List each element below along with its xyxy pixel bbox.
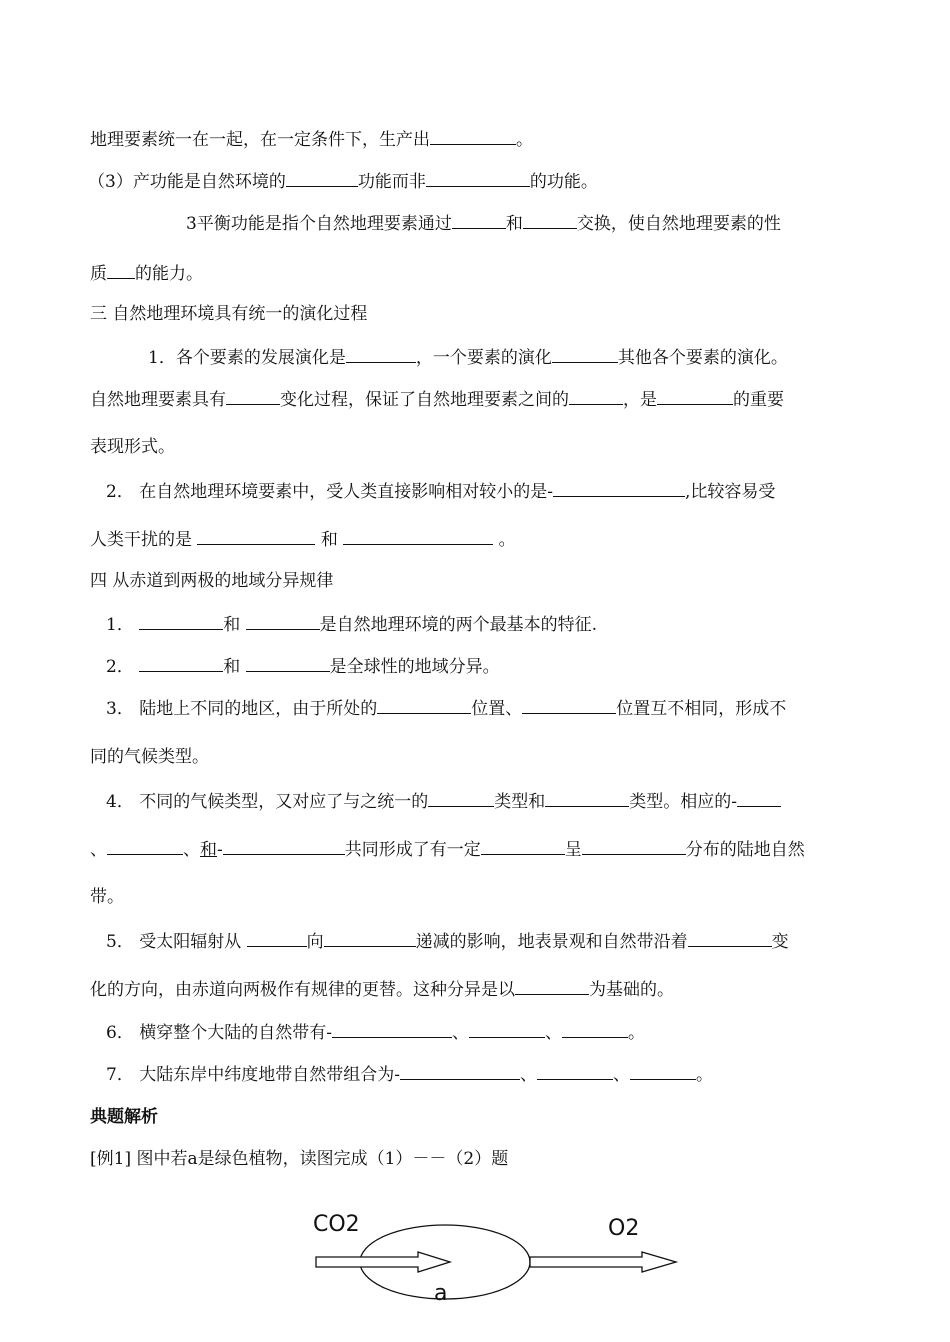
arrow-in-icon xyxy=(316,1252,450,1272)
text: 三 自然地理环境具有统一的演化过程 xyxy=(90,304,368,324)
text: [例1] 图中若a是绿色植物，读图完成（1）－－（2）题 xyxy=(90,1149,509,1169)
text: ，一个要素的演化 xyxy=(415,348,552,368)
plant-a-label: a xyxy=(434,1281,448,1306)
text: 和 xyxy=(200,840,217,860)
arrow-out-icon xyxy=(530,1252,676,1272)
text: 的能力。 xyxy=(135,264,203,284)
text: 呈 xyxy=(564,840,582,860)
text: 向 xyxy=(306,932,324,952)
text: 、 xyxy=(612,1065,630,1085)
text: 、 xyxy=(451,1023,469,1043)
text: 5． 受太阳辐射从 xyxy=(106,932,242,952)
text: 同的气候类型。 xyxy=(90,747,209,767)
text: 递减的影响，地表景观和自然带沿着 xyxy=(415,932,688,952)
text: 3平衡功能是指个自然地理要素通过 xyxy=(186,214,452,234)
text: 变化过程，保证了自然地理要素之间的 xyxy=(280,390,569,410)
text: 自然地理要素具有 xyxy=(90,390,226,410)
text: 、 xyxy=(90,840,107,860)
text: 类型。相应的- xyxy=(629,792,737,812)
text: 为基础的。 xyxy=(589,980,674,1000)
text: 1．各个要素的发展演化是 xyxy=(148,348,346,368)
text: 。 xyxy=(627,1023,645,1043)
o2-label: O2 xyxy=(608,1216,640,1241)
text: 位置互不相同，形成不 xyxy=(616,699,787,719)
text: 是全球性的地域分异。 xyxy=(329,657,500,677)
text: 3． 陆地上不同的地区，由于所处的 xyxy=(106,699,378,719)
text: 和 xyxy=(223,615,241,635)
text: 2． xyxy=(106,657,134,677)
text: 表现形式。 xyxy=(90,437,175,457)
text: - xyxy=(217,840,223,860)
text: 和 xyxy=(320,530,338,550)
text: 其他各个要素的演化。 xyxy=(617,348,788,368)
text: 。 xyxy=(695,1065,713,1085)
text: 1． xyxy=(106,615,134,635)
text: 共同形成了有一定 xyxy=(344,840,481,860)
text: 交换，使自然地理要素的性 xyxy=(576,214,781,234)
text: 是自然地理环境的两个最基本的特征. xyxy=(319,615,598,635)
text: 典题解析 xyxy=(90,1107,158,1127)
text: 的重要 xyxy=(733,390,784,410)
text: 、 xyxy=(183,840,200,860)
text: 分布的陆地自然 xyxy=(685,840,805,860)
text: 功能而非 xyxy=(357,172,426,192)
text: 7． 大陆东岸中纬度地带自然带组合为- xyxy=(106,1065,400,1085)
text: 地理要素统一在一起，在一定条件下，生产出 xyxy=(90,130,430,150)
text: 4． 不同的气候类型，又对应了与之统一的 xyxy=(106,792,429,812)
text: 四 从赤道到两极的地域分异规律 xyxy=(90,571,334,591)
text: 2． 在自然地理环境要素中，受人类直接影响相对较小的是- xyxy=(106,482,553,502)
text: 位置、 xyxy=(471,699,523,719)
text: 化的方向，由赤道向两极作有规律的更替。这种分异是以 xyxy=(90,980,515,1000)
text: 、 xyxy=(544,1023,562,1043)
text: 的功能。 xyxy=(529,172,598,192)
text: 类型和 xyxy=(494,792,546,812)
text: 。 xyxy=(516,130,533,150)
text: 、 xyxy=(519,1065,537,1085)
co2-label: CO2 xyxy=(313,1212,360,1237)
text: 。 xyxy=(498,530,516,550)
text: （3）产功能是自然环境的 xyxy=(88,172,286,192)
text: 变 xyxy=(771,932,789,952)
text: 和 xyxy=(505,214,523,234)
text: ,比较容易受 xyxy=(684,482,776,502)
text: 6． 横穿整个大陆的自然带有- xyxy=(106,1023,332,1043)
text: 带。 xyxy=(90,887,124,907)
text: ，是 xyxy=(623,390,657,410)
text: 人类干扰的是 xyxy=(90,530,192,550)
text: 和 xyxy=(223,657,241,677)
text: 质 xyxy=(90,264,107,284)
